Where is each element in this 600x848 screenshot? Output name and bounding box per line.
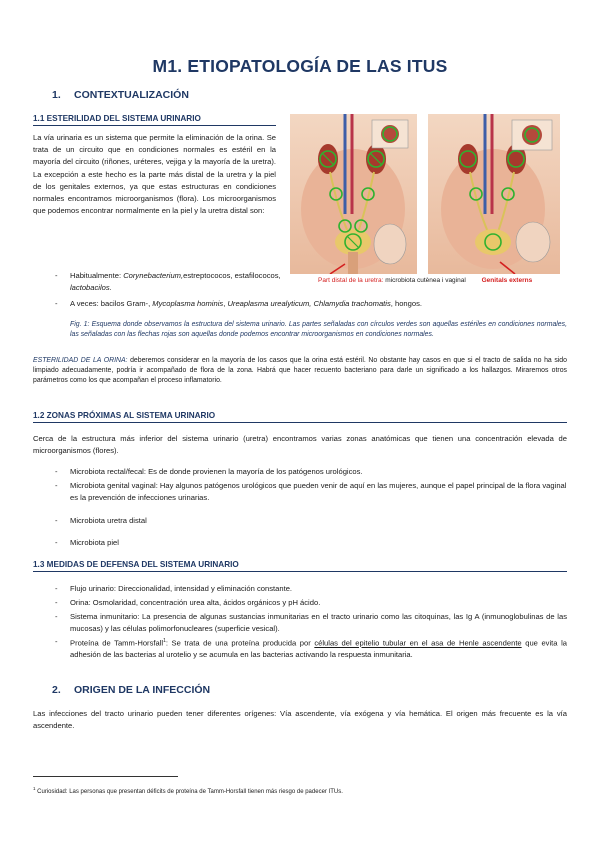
subsection-1-2-rule [33,422,567,423]
list-item: - Sistema inmunitario: La presencia de algunas sustancias inmunitarias en el tracto urinario como las citoquinas, las Ig A (inmunoglobulinas de las mucosas) y las células polimorfonucleares (superficie vesical). [55,612,567,633]
caption-distal-urethra: Part distal de la uretra: [318,277,384,284]
list-item: - Flujo urinario: Direccionalidad, intensidad y eliminación constante. [55,584,293,593]
footnote-mark: 1 [33,786,36,791]
subsection-1-3-heading: 1.3 MEDIDAS DE DEFENSA DEL SISTEMA URINARIO [33,560,239,569]
urine-sterility-text: deberemos considerar en la mayoría de los casos que la orina está estéril. No obstante hay casos en que si el tracto de salida no ha sido limpiado adecuadamente, podría ir acompañado de flora de la zona. Habrá que hacer recuento bacteriano para darle un significado a los hallazgos. Miraremos otros parámetros como los que acompañan el proceso inflamatorio. [33,357,567,385]
subsection-1-1-heading: 1.1 ESTERILIDAD DEL SISTEMA URINARIO [33,114,201,123]
footnote-ref[interactable]: 1 [163,638,166,644]
subsection-1-2-heading: 1.2 ZONAS PRÓXIMAS AL SISTEMA URINARIO [33,411,216,420]
section-2-number: 2. [52,684,61,696]
subsection-1-1-rule [33,125,276,126]
urine-sterility-label: ESTERILIDAD DE LA ORINA: [33,357,128,364]
urinary-system-figure [290,114,560,274]
figure-caption: Fig. 1: Esquema donde observamos la estructura del sistema urinario. Las partes señaladas con círculos verdes son aquellas estériles en condiciones normales, las señaladas con las flechas rojas son aquellas donde podemos encontrar microorganismos en condiciones normales. [70,321,567,339]
section-2-paragraph: Las infecciones del tracto urinario pueden tener diferentes orígenes: Vía ascendente, vía exógena y vía hemática. El origen más frecuente es la vía ascendente. [33,709,567,731]
list-item: - Habitualmente: Corynebacterium,estreptococos, estafilococos, lactobacilos. [55,271,281,292]
section-1-heading [52,89,189,101]
list-item: - Microbiota uretra distal [55,516,147,525]
list-item: - Microbiota genital vaginal: Hay algunos patógenos urológicos que pueden venir de aquí en las mujeres, aunque el papel principal de la flora vaginal es la prevención de infecciones urinarias. [55,481,567,502]
footnote-separator [33,776,178,777]
subsection-1-1-paragraph: La vía urinaria es un sistema que permite la eliminación de la orina. Se trata de un circuito que en condiciones normales es estéril en la mayoría del circuito (riñones, uréteres, vejiga y la mayoría de la uretra). La excepción a este hecho es la parte más distal de la uretra y la piel de los genitales externos, ya que estas estructuras en condiciones normales encontramos microorganismos (flora). Los microorganismos que podemos encontrar normalmente en la piel y la uretra distal son: [33,133,276,216]
urinary-anatomy-illustration [290,114,560,274]
figure-image-caption [318,277,532,284]
list-item: - Microbiota piel [55,538,119,547]
list-item: - Orina: Osmolaridad, concentración urea alta, ácidos orgánicos y pH ácido. [55,598,321,607]
page-title: M1. ETIOPATOLOGÍA DE LAS ITUS [152,56,448,76]
urine-sterility-note [33,356,567,387]
section-1-number: 1. [52,89,61,101]
section-2-heading [52,684,210,696]
list-item: - Microbiota rectal/fecal: Es de donde provienen la mayoría de los patógenos urológicos. [55,467,363,476]
male-anatomy-panel [290,114,417,274]
list-item: - Proteína de Tamm-Horsfall$^1$: Se trata de una proteína producida por células del epitelio tubular en el asa de Henle ascendente que evita la adhesión de las bacterias al urotelio y se acumula en las bacterias activando la respuesta inmunitaria. [55,637,567,660]
caption-microbiota: microbiota cutènea i vaginal [383,277,466,284]
caption-external-genitals: Genitals externs [481,277,533,284]
subsection-1-2-paragraph: Cerca de la estructura más inferior del sistema urinario (uretra) encontramos varias zonas anatómicas que tienen una concentración elevada de microorganismos (flores). [33,434,567,456]
list-item: - A veces: bacilos Gram-, Mycoplasma hominis, Ureaplasma urealyticum, Chlamydia trachomatis, hongos. [55,299,423,308]
subsection-1-3-rule [33,571,567,572]
section-2-title: ORIGEN DE LA INFECCIÓN [74,684,211,696]
female-anatomy-panel [428,114,560,274]
footnote-text: Curiosidad: Las personas que presentan déficits de proteína de Tamm-Horsfall tienen más riesgo de padecer ITUs. [35,789,343,795]
footnote [33,784,567,797]
section-1-title: CONTEXTUALIZACIÓN [74,89,189,101]
